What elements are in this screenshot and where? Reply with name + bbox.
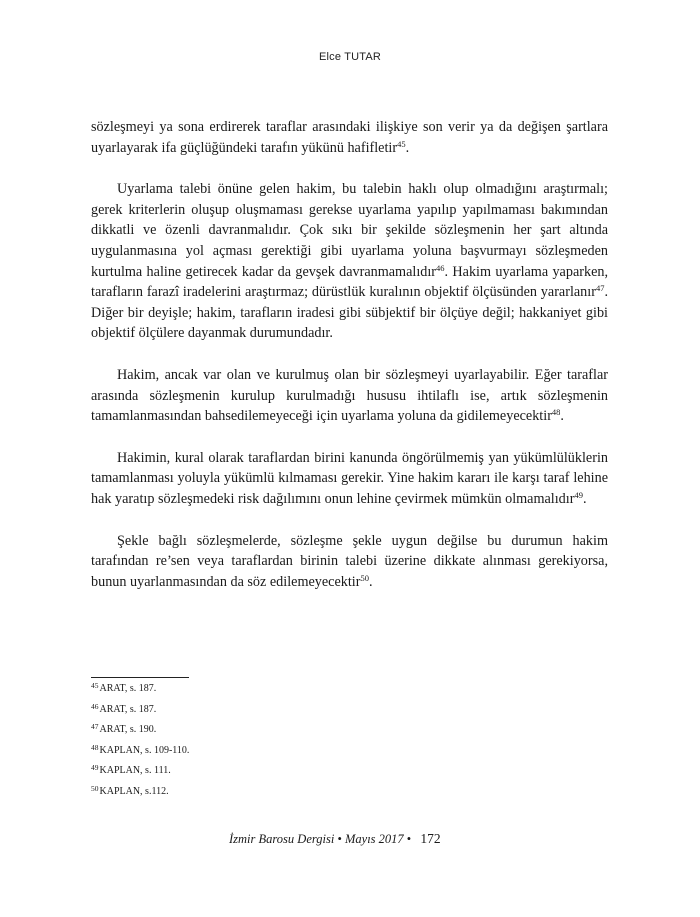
issue-date: Mayıs 2017 [344,832,404,846]
page-footer [229,831,441,847]
footnote-reference: 45 [397,138,406,149]
text-run: . [405,139,410,156]
footnote-text: KAPLAN, s.112. [99,785,169,797]
paragraph-2 [91,179,608,344]
journal-name: İzmir Barosu Dergisi [229,832,335,846]
text-run: . Diğer bir deyişle; hakim, tarafların iradesi gibi sübjektif bir ölçüye değil; hakkaniyet gibi objektif ölçülere dayanmak durumundadır. [91,284,608,342]
page-number: 172 [420,831,441,846]
running-header-author: Elce TUTAR [318,51,382,63]
footnote-reference: 50 [360,572,369,583]
text-run: . [560,408,564,425]
footnote-45 [91,679,391,700]
footnote-47 [91,720,391,741]
text-run: . [368,573,373,590]
text-run: Hakim, ancak var olan ve kurulmuş olan bir sözleşmeyi uyarlayabilir. Eğer taraflar arasında sözleşmenin kurulup kurulmadığı hususu ihtilaflı ise, artık sözleşmenin tamamlanmasından bahsedilemeyeceği için uyarlama yoluna da gidilemeyecektir [91,366,608,425]
text-run: sözleşmeyi ya sona erdirerek taraflar arasındaki ilişkiye son verir ya da değişen şartlara uyarlayarak ifa güçlüğündeki tarafın yükünü hafifletir [91,119,608,156]
footnotes [91,679,391,803]
footnote-number: 49 [91,763,99,773]
paragraph-4 [91,448,608,510]
footnote-reference: 48 [551,407,561,418]
footnote-number: 48 [91,742,99,752]
footnote-48 [91,741,391,762]
footnote-text: ARAT, s. 187. [99,703,157,715]
footnote-reference: 47 [595,283,605,294]
footer-separator: • [406,832,412,846]
footnote-46 [91,700,391,721]
footnote-49 [91,761,391,782]
footnote-separator [91,677,189,678]
footnote-reference: 46 [436,262,445,273]
footnote-text: ARAT, s. 190. [99,724,157,736]
footer-separator: • [337,832,342,846]
body-text [91,117,608,613]
text-run: . Hakim uyarlama yaparken, tarafların farazî iradelerini araştırmaz; dürüstlük kuralının objektif ölçüsünden yararlanır [91,263,609,301]
text-run: Hakimin, kural olarak taraflardan birini kanunda öngörülmemiş yan yükümlülüklerin tamamlanması yoluyla yükümlü kılmaması gerekir. Yine hakim kararı ile karşı taraf lehine hak yaratıp sözleşmedeki risk dağılımını onun lehine çevirmek mümkün olmamalıdır [91,449,608,507]
paragraph-3 [91,365,608,427]
footnote-number: 50 [91,783,99,793]
footnote-number: 47 [91,722,99,732]
footnote-text: KAPLAN, s. 111. [99,765,171,777]
footnote-50 [91,782,391,803]
paragraph-1 [91,117,608,158]
text-run: Şekle bağlı sözleşmelerde, sözleşme şekle uygun değilse bu durumun hakim tarafından re’sen veya taraflardan birinin talebi üzerine dikkate alınması gerekiyorsa, bunun uyarlanmasından da söz edilemeyecektir [91,532,608,590]
paragraph-5 [91,531,608,593]
text-run: . [582,490,587,507]
footnote-number: 46 [91,701,99,711]
text-run: Uyarlama talebi önüne gelen hakim, bu talebin haklı olup olmadığını araştırmalı; gerek kriterlerin oluşup oluşmaması gerekse uyarlama yapılıp yapılmaması bakımından dikkatli ve özenli davranmalıdır. Çok sıkı bir şekilde sözleşmenin her şart altında uygulanmasına yol açması gerektiği gibi uyarlama yoluna başvurmayı sözleşmeden kurtulma haline getirecek kadar da gevşek davranmamalıdır [91,181,608,280]
footnote-reference: 49 [574,489,583,500]
footnote-text: ARAT, s. 187. [99,683,157,694]
footnote-number: 45 [91,681,99,690]
footnote-text: KAPLAN, s. 109-110. [99,744,190,756]
